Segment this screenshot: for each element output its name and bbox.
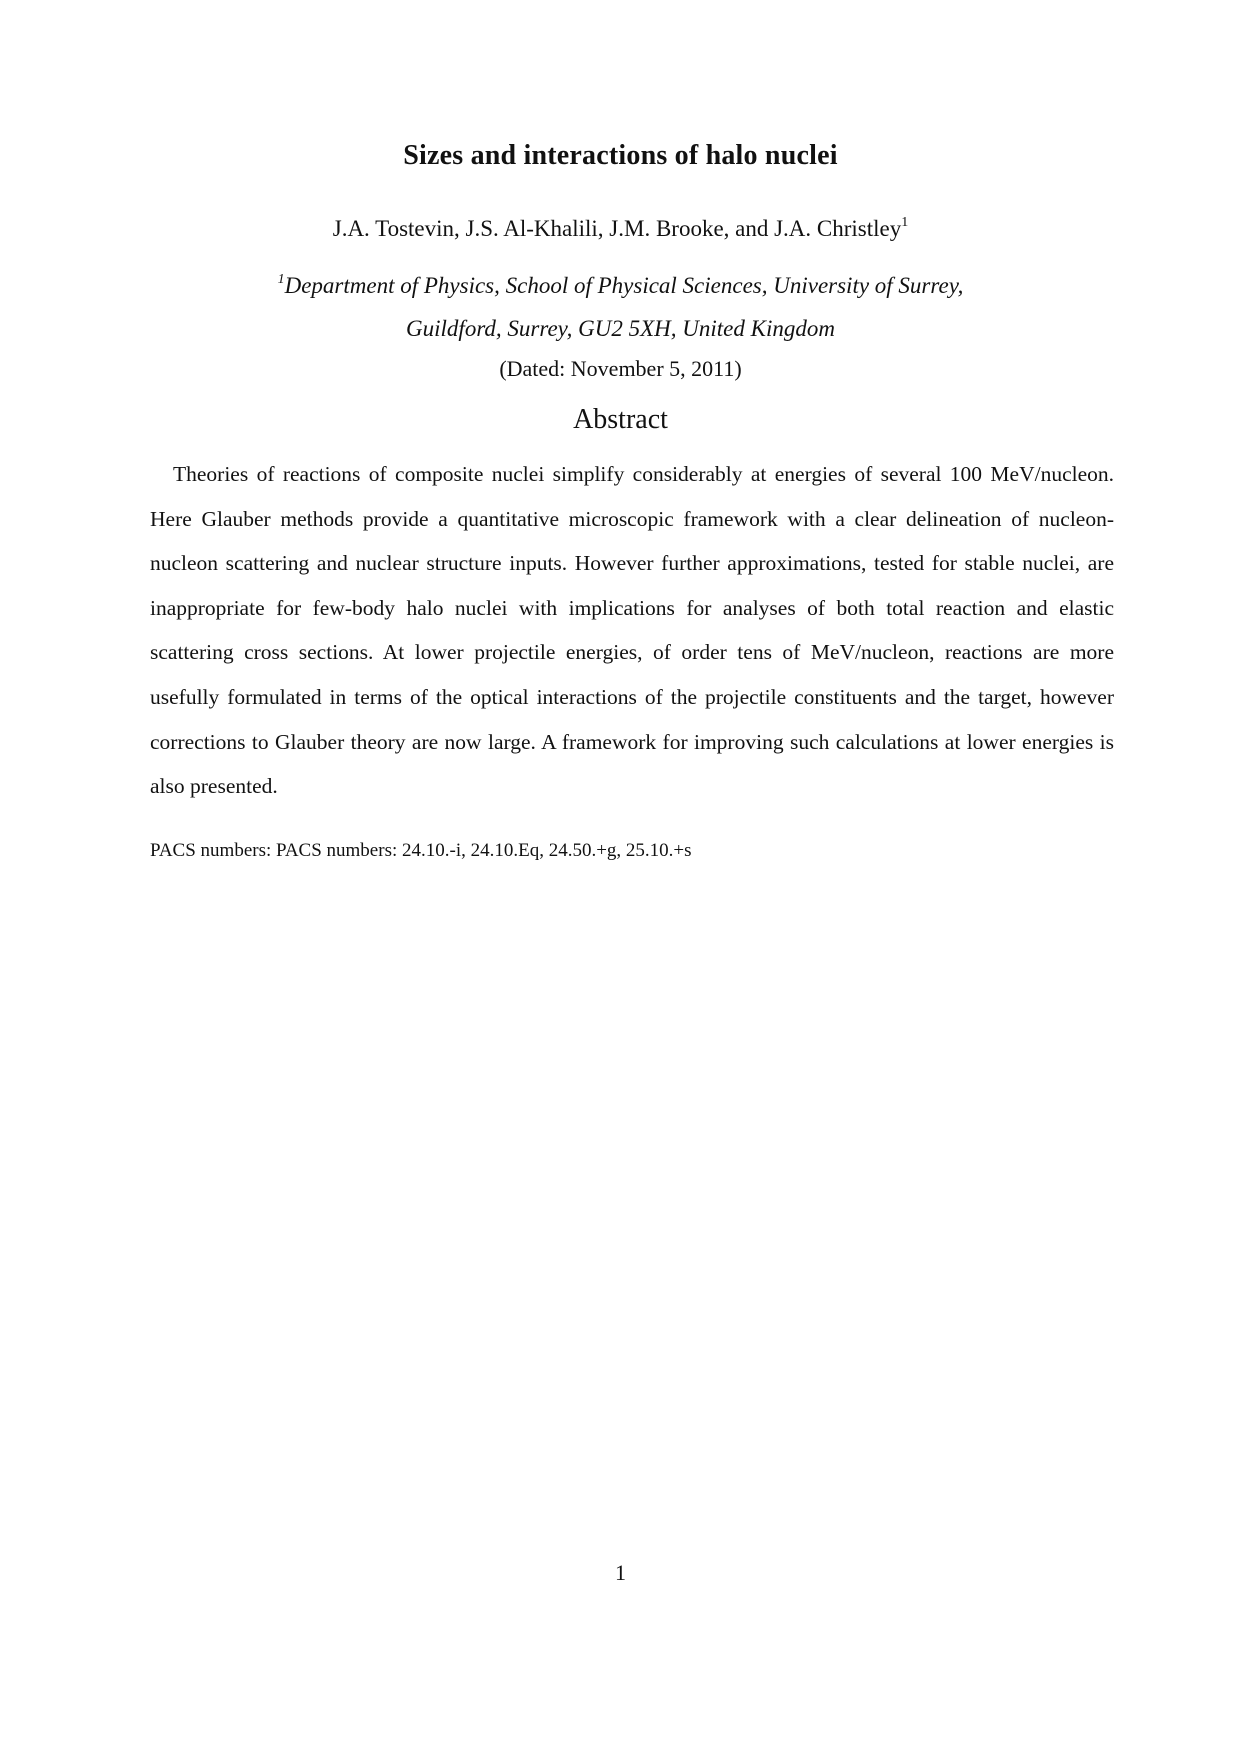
page-number: 1 [615, 1560, 626, 1585]
affiliation-line-1 [0, 264, 1241, 307]
author-names: J.A. Tostevin, J.S. Al-Khalili, J.M. Brooke, and J.A. Christley [332, 216, 902, 241]
affiliation [0, 264, 1241, 350]
abstract-heading: Abstract [573, 404, 668, 435]
author-affiliation-marker: 1 [901, 215, 909, 230]
abstract-text: Theories of reactions of composite nuclei simplify considerably at energies of several 100 MeV/nucleon. Here Glauber methods provide a quantitative microscopic framework with a clear delineation of nucleon-nucleon scattering and nuclear structure inputs. However further approximations, tested for stable nuclei, are inappropriate for few-body halo nuclei with implications for analyses of both total reaction and elastic scattering cross sections. At lower projectile energies, of order tens of MeV/nucleon, reactions are more usefully formulated in terms of the optical interactions of the projectile constituents and the target, however corrections to Glauber theory are now large. A framework for improving such calculations at lower energies is also presented. [150, 462, 1114, 799]
author-list [0, 216, 1241, 242]
date-line: (Dated: November 5, 2011) [499, 356, 742, 381]
affiliation-marker: 1 [277, 272, 285, 287]
paper-title: Sizes and interactions of halo nuclei [403, 140, 838, 171]
affiliation-line-1-text: Department of Physics, School of Physical Sciences, University of Surrey, [284, 273, 964, 298]
affiliation-line-2: Guildford, Surrey, GU2 5XH, United Kingdom [406, 316, 835, 341]
pacs-numbers: PACS numbers: PACS numbers: 24.10.-i, 24.10.Eq, 24.50.+g, 25.10.+s [150, 840, 692, 861]
